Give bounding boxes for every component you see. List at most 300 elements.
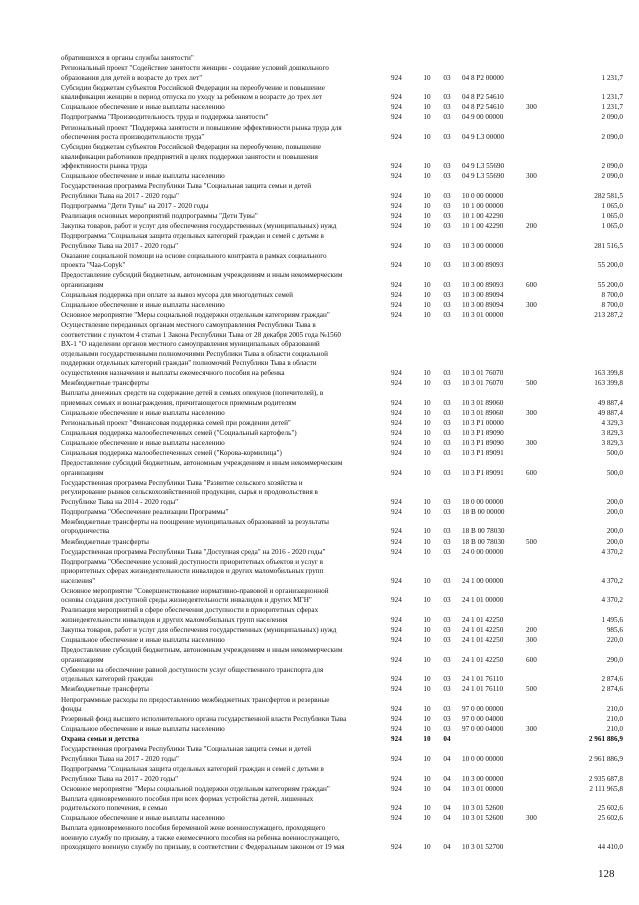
cell-amount: 2 961 886,9 — [588, 735, 623, 744]
cell-section: 10 — [423, 725, 431, 734]
row-name: Социальное обеспечение и иные выплаты населению — [61, 725, 225, 734]
cell-section: 10 — [423, 418, 431, 427]
cell-amount: 8 700,0 — [601, 301, 623, 310]
cell-amount: 25 602,6 — [597, 814, 623, 823]
table-row — [0, 508, 639, 518]
cell-amount: 2 961 886,9 — [588, 754, 623, 763]
cell-administrator: 924 — [391, 537, 402, 546]
table-row — [0, 785, 639, 795]
row-name: Государственная программа Республики Тыва "Доступная среда" на 2016 - 2020 годы" — [61, 547, 326, 556]
cell-section: 10 — [423, 301, 431, 310]
cell-expense-type: 300 — [526, 103, 537, 112]
row-name: Межбюджетные трансферты — [61, 378, 149, 387]
table-row — [0, 113, 639, 123]
cell-section: 10 — [423, 596, 431, 605]
cell-section: 10 — [423, 804, 431, 813]
cell-target-article: 10 3 P1 00000 — [462, 418, 504, 427]
cell-target-article: 10 3 00 89093 — [462, 261, 504, 270]
row-name: Региональный проект "Финансовая поддержка семей при рождении детей" — [61, 418, 291, 427]
row-name: Межбюджетные трансферты на поощрение муниципальных образований за результаты огородничества — [61, 517, 329, 536]
table-row — [0, 64, 639, 83]
table-row — [0, 409, 639, 419]
row-name: Основное мероприятие "Совершенствование нормативно-правовой и организационной основы создания доступной среды жизнедеятельности инвалидов и других МГН" — [61, 586, 329, 605]
cell-target-article: 10 3 00 89094 — [462, 301, 504, 310]
cell-amount: 2 874,6 — [601, 685, 623, 694]
cell-amount: 163 399,8 — [594, 378, 623, 387]
cell-section: 10 — [423, 547, 431, 556]
table-row — [0, 222, 639, 232]
cell-administrator: 924 — [391, 93, 402, 102]
row-name: Охрана семьи и детства — [61, 735, 139, 744]
cell-section: 10 — [423, 715, 431, 724]
cell-target-article: 18 B 00 00000 — [462, 507, 505, 516]
cell-amount: 200,0 — [606, 527, 623, 536]
cell-administrator: 924 — [391, 113, 402, 122]
cell-amount: 220,0 — [606, 636, 623, 645]
cell-section: 10 — [423, 103, 431, 112]
cell-section: 10 — [423, 261, 431, 270]
cell-subsection: 04 — [443, 843, 451, 852]
row-name: Осуществление переданных органам местного самоуправления Республики Тыва в соответствии с пунктом 4 статьи 1 Закона Республики Тыва от 28 декабря 2005 года №1560 ВХ-1 "О наделении органов местного самоуправления муниципальных образований отдельными государственными полномочиями Республики Тыва в области социальной поддержки отдельных категорий граждан" полномочий Республики Тыва в области осуществления назначения и выплаты ежемесячного пособия на ребенка — [61, 321, 341, 377]
cell-administrator: 924 — [391, 626, 402, 634]
cell-section: 10 — [423, 449, 431, 457]
row-name: Реализация мероприятий в сфере обеспечения доступности в приоритетных сферах жизнедеятельности инвалидов и других маломобильных групп населения — [61, 606, 319, 624]
table-row — [0, 696, 639, 715]
cell-target-article: 10 3 00 89093 — [462, 280, 504, 289]
page-number: 128 — [598, 868, 615, 880]
cell-amount: 1 065,0 — [601, 212, 623, 220]
cell-administrator: 924 — [391, 311, 402, 320]
cell-section: 10 — [423, 537, 431, 546]
cell-amount: 49 887,4 — [597, 398, 623, 407]
table-row — [0, 389, 639, 408]
cell-administrator: 924 — [391, 685, 402, 694]
cell-amount: 290,0 — [606, 655, 623, 664]
cell-subsection: 03 — [443, 241, 451, 250]
cell-target-article: 10 3 00 89094 — [462, 291, 504, 299]
cell-administrator: 924 — [391, 596, 402, 605]
cell-section: 10 — [423, 754, 431, 763]
table-row — [0, 548, 639, 558]
cell-administrator: 924 — [391, 468, 402, 477]
table-row — [0, 518, 639, 537]
table-row — [0, 745, 639, 764]
cell-amount: 1 231,7 — [601, 103, 623, 112]
cell-section: 10 — [423, 615, 431, 624]
cell-section: 10 — [423, 73, 431, 82]
row-name: Государственная программа Республики Тыва "Развитие сельского хозяйства и регулирование рынков сельскохозяйственной продукции, сырья и продовольствия в Республике Тыва на 2014 - 2020 годы" — [61, 478, 318, 506]
row-name: Оказание социальной помощи на основе социального контракта в рамках социального проекта "Чаа-Соруk" — [61, 251, 327, 270]
cell-amount: 163 399,8 — [594, 368, 623, 377]
table-row — [0, 795, 639, 814]
row-name: Региональный проект "Содействие занятости женщин - создание условий дошкольного образования для детей в возрасте до трех лет" — [61, 64, 329, 82]
cell-section: 10 — [423, 735, 431, 744]
table-row — [0, 725, 639, 735]
cell-administrator: 924 — [391, 133, 402, 141]
table-row — [0, 212, 639, 222]
cell-amount: 4 370,2 — [601, 576, 623, 585]
cell-target-article: 24 1 01 76110 — [462, 675, 504, 684]
cell-target-article: 10 3 P1 89091 — [462, 468, 504, 477]
cell-subsection: 03 — [443, 725, 451, 734]
row-name: Предоставление субсидий бюджетным, автономным учреждениям и иным некоммерческим организациям — [61, 459, 343, 477]
table-row — [0, 587, 639, 606]
cell-expense-type: 300 — [526, 814, 537, 823]
cell-subsection: 03 — [443, 418, 451, 427]
cell-subsection: 03 — [443, 705, 451, 713]
cell-amount: 1 065,0 — [601, 201, 623, 210]
cell-section: 10 — [423, 497, 431, 506]
table-row — [0, 459, 639, 478]
cell-expense-type: 300 — [526, 636, 537, 645]
cell-subsection: 03 — [443, 596, 451, 605]
cell-subsection: 03 — [443, 172, 451, 181]
cell-administrator: 924 — [391, 497, 402, 506]
cell-administrator: 924 — [391, 735, 402, 744]
table-row — [0, 84, 639, 103]
cell-target-article: 10 0 00 00000 — [462, 191, 504, 200]
cell-administrator: 924 — [391, 162, 402, 171]
row-name: Основное мероприятие "Меры социальной поддержки отдельным категориям граждан" — [61, 784, 330, 793]
cell-amount: 49 887,4 — [597, 408, 623, 417]
cell-section: 10 — [423, 162, 431, 171]
cell-subsection: 03 — [443, 103, 451, 112]
table-row — [0, 232, 639, 251]
cell-section: 10 — [423, 212, 431, 220]
cell-subsection: 03 — [443, 113, 451, 122]
table-row — [0, 685, 639, 695]
cell-expense-type: 600 — [526, 655, 537, 664]
cell-target-article: 24 1 01 00000 — [462, 596, 504, 605]
cell-subsection: 04 — [443, 754, 451, 763]
cell-target-article: 10 3 01 00000 — [462, 784, 504, 793]
cell-subsection: 03 — [443, 636, 451, 645]
cell-amount: 1 231,7 — [601, 73, 623, 82]
row-name: Подпрограмма "Производительность труда и поддержка занятости" — [61, 113, 269, 122]
cell-section: 10 — [423, 368, 431, 377]
row-name: Социальное обеспечение и иные выплаты населению — [61, 172, 225, 181]
cell-administrator: 924 — [391, 754, 402, 763]
cell-target-article: 10 0 00 00000 — [462, 754, 504, 763]
cell-target-article: 24 1 01 76110 — [462, 685, 504, 694]
cell-target-article: 10 3 01 00000 — [462, 311, 504, 320]
cell-administrator: 924 — [391, 418, 402, 427]
cell-target-article: 10 1 00 42290 — [462, 222, 504, 231]
table-row — [0, 538, 639, 548]
cell-administrator: 924 — [391, 843, 402, 852]
cell-administrator: 924 — [391, 527, 402, 536]
cell-expense-type: 300 — [526, 438, 537, 447]
cell-subsection: 03 — [443, 280, 451, 289]
cell-target-article: 10 3 01 52600 — [462, 814, 504, 823]
table-row — [0, 626, 639, 636]
row-name: Социальная поддержка при оплате за вывоз мусора для многодетных семей — [61, 291, 293, 299]
cell-section: 10 — [423, 191, 431, 200]
table-row — [0, 429, 639, 439]
cell-amount: 55 200,0 — [597, 280, 623, 289]
cell-amount: 25 602,6 — [597, 804, 623, 813]
cell-section: 10 — [423, 468, 431, 477]
cell-subsection: 03 — [443, 675, 451, 684]
cell-subsection: 03 — [443, 497, 451, 506]
cell-administrator: 924 — [391, 449, 402, 457]
cell-subsection: 03 — [443, 212, 451, 220]
table-row — [0, 606, 639, 625]
cell-section: 10 — [423, 311, 431, 320]
table-row — [0, 636, 639, 646]
cell-target-article: 10 1 00 42290 — [462, 212, 504, 220]
row-name: Социальное обеспечение и иные выплаты населению — [61, 814, 225, 823]
table-row — [0, 715, 639, 725]
cell-amount: 2 935 687,8 — [588, 774, 623, 783]
cell-amount: 282 581,5 — [594, 191, 623, 200]
row-name: Социальное обеспечение и иные выплаты населению — [61, 408, 225, 417]
cell-amount: 2 090,0 — [601, 162, 623, 171]
cell-target-article: 04 9 L3 55690 — [462, 172, 505, 181]
cell-subsection: 03 — [443, 507, 451, 516]
cell-amount: 985,6 — [606, 626, 623, 634]
cell-administrator: 924 — [391, 774, 402, 783]
cell-administrator: 924 — [391, 615, 402, 624]
cell-target-article: 10 3 00 00000 — [462, 241, 504, 250]
cell-amount: 2 111 965,8 — [589, 784, 623, 793]
cell-amount: 3 829,3 — [601, 438, 623, 447]
cell-amount: 1 231,7 — [601, 93, 623, 102]
cell-subsection: 03 — [443, 615, 451, 624]
cell-section: 10 — [423, 398, 431, 407]
cell-subsection: 03 — [443, 428, 451, 437]
cell-administrator: 924 — [391, 784, 402, 793]
cell-section: 10 — [423, 576, 431, 585]
cell-target-article: 04 8 P2 54610 — [462, 93, 504, 102]
cell-administrator: 924 — [391, 408, 402, 417]
cell-subsection: 03 — [443, 449, 451, 457]
table-row — [0, 54, 639, 64]
cell-subsection: 04 — [443, 784, 451, 793]
cell-amount: 213 287,2 — [594, 311, 623, 320]
cell-target-article: 10 3 00 00000 — [462, 774, 504, 783]
row-name: Подпрограмма "Дети Тувы" на 2017 - 2020 годы — [61, 201, 209, 210]
cell-section: 10 — [423, 241, 431, 250]
cell-expense-type: 300 — [526, 408, 537, 417]
row-name: Субсидии бюджетам субъектов Российской Федерации на переобучение, повышение квалификации работников предприятий в целях поддержки занятости и повышения эффективности рынка труда — [61, 143, 322, 171]
cell-target-article: 10 3 P1 89090 — [462, 438, 504, 447]
row-name: Закупка товаров, работ и услуг для обеспечения государственных (муниципальных) нужд — [61, 222, 337, 231]
cell-section: 10 — [423, 685, 431, 694]
cell-amount: 44 410,0 — [597, 843, 623, 852]
cell-target-article: 10 3 P1 89091 — [462, 449, 504, 457]
row-name: Закупка товаров, работ и услуг для обеспечения государственных (муниципальных) нужд — [61, 626, 337, 634]
row-name: Подпрограмма "Обеспечение условий доступности приоритетных объектов и услуг в приоритетных сферах жизнедеятельности инвалидов и других маломобильных групп населения" — [61, 557, 324, 585]
cell-amount: 8 700,0 — [601, 291, 623, 299]
cell-amount: 2 090,0 — [601, 113, 623, 122]
cell-section: 10 — [423, 133, 431, 141]
cell-amount: 2 874,6 — [601, 675, 623, 684]
cell-target-article: 04 9 L3 00000 — [462, 133, 505, 141]
cell-subsection: 03 — [443, 261, 451, 270]
cell-administrator: 924 — [391, 368, 402, 377]
cell-subsection: 03 — [443, 162, 451, 171]
cell-amount: 2 090,0 — [601, 133, 623, 141]
row-name: Предоставление субсидий бюджетным, автономным учреждениям и иным некоммерческим организациям — [61, 646, 343, 664]
cell-subsection: 03 — [443, 408, 451, 417]
cell-expense-type: 500 — [526, 685, 537, 694]
cell-target-article: 24 1 01 42250 — [462, 615, 504, 624]
row-name: Социальное обеспечение и иные выплаты населению — [61, 103, 225, 112]
cell-expense-type: 500 — [526, 378, 537, 387]
row-name: Подпрограмма "Социальная защита отдельных категорий граждан и семей с детьми в Республике Тыва на 2017 - 2020 годы" — [61, 232, 324, 250]
cell-administrator: 924 — [391, 804, 402, 813]
cell-section: 10 — [423, 438, 431, 447]
cell-administrator: 924 — [391, 103, 402, 112]
cell-subsection: 04 — [443, 774, 451, 783]
table-row — [0, 666, 639, 685]
cell-subsection: 03 — [443, 685, 451, 694]
cell-administrator: 924 — [391, 715, 402, 724]
cell-administrator: 924 — [391, 576, 402, 585]
cell-amount: 2 090,0 — [601, 172, 623, 181]
cell-expense-type: 600 — [526, 280, 537, 289]
cell-section: 10 — [423, 843, 431, 852]
row-name: обратившихся в органы службы занятости" — [61, 54, 194, 62]
cell-amount: 4 329,3 — [601, 418, 623, 427]
cell-amount: 500,0 — [606, 449, 623, 457]
cell-subsection: 03 — [443, 291, 451, 299]
cell-target-article: 97 0 00 04000 — [462, 725, 504, 734]
cell-target-article: 97 0 00 00000 — [462, 705, 504, 713]
table-row — [0, 814, 639, 824]
cell-target-article: 24 1 01 42250 — [462, 655, 504, 664]
cell-section: 10 — [423, 222, 431, 231]
cell-administrator: 924 — [391, 705, 402, 713]
cell-subsection: 03 — [443, 527, 451, 536]
cell-section: 10 — [423, 636, 431, 645]
cell-target-article: 04 8 P2 54610 — [462, 103, 504, 112]
cell-target-article: 10 3 01 52600 — [462, 804, 504, 813]
table-row — [0, 182, 639, 201]
cell-target-article: 04 9 00 00000 — [462, 113, 504, 122]
cell-administrator: 924 — [391, 212, 402, 220]
cell-target-article: 18 0 00 00000 — [462, 497, 504, 506]
cell-subsection: 03 — [443, 222, 451, 231]
cell-section: 10 — [423, 93, 431, 102]
cell-target-article: 24 1 01 42250 — [462, 636, 504, 645]
cell-section: 10 — [423, 774, 431, 783]
cell-target-article: 04 9 L3 55690 — [462, 162, 505, 171]
row-name: Подпрограмма "Социальная защита отдельных категорий граждан и семей с детьми в Республике Тыва на 2017 - 2020 годы" — [61, 765, 324, 783]
cell-subsection: 03 — [443, 468, 451, 477]
cell-expense-type: 200 — [526, 626, 537, 634]
cell-target-article: 24 1 00 00000 — [462, 576, 504, 585]
cell-section: 10 — [423, 675, 431, 684]
row-name: Реализация основных мероприятий подпрограммы "Дети Тувы" — [61, 212, 258, 220]
cell-section: 10 — [423, 172, 431, 181]
cell-section: 10 — [423, 408, 431, 417]
table-row — [0, 479, 639, 508]
cell-amount: 55 200,0 — [597, 261, 623, 270]
row-name: Региональный проект "Поддержка занятости и повышение эффективности рынка труда для обеспечения роста производительности труда" — [61, 123, 342, 141]
cell-amount: 200,0 — [606, 497, 623, 506]
cell-administrator: 924 — [391, 222, 402, 231]
table-row — [0, 558, 639, 587]
cell-administrator: 924 — [391, 73, 402, 82]
cell-administrator: 924 — [391, 291, 402, 299]
cell-expense-type: 200 — [526, 222, 537, 231]
cell-target-article: 10 3 01 89060 — [462, 398, 504, 407]
table-row — [0, 419, 639, 429]
cell-administrator: 924 — [391, 725, 402, 734]
cell-subsection: 03 — [443, 311, 451, 320]
cell-subsection: 03 — [443, 576, 451, 585]
table-row — [0, 321, 639, 378]
cell-administrator: 924 — [391, 655, 402, 664]
row-name: Подпрограмма "Обеспечение реализации Программы" — [61, 507, 229, 516]
cell-section: 10 — [423, 814, 431, 823]
cell-section: 10 — [423, 113, 431, 122]
cell-section: 10 — [423, 291, 431, 299]
cell-administrator: 924 — [391, 172, 402, 181]
cell-administrator: 924 — [391, 378, 402, 387]
cell-amount: 1 495,6 — [601, 615, 623, 624]
cell-subsection: 03 — [443, 191, 451, 200]
cell-section: 10 — [423, 527, 431, 536]
table-row — [0, 439, 639, 449]
cell-amount: 200,0 — [606, 537, 623, 546]
row-name: Государственная программа Республики Тыва "Социальная защита семьи и детей Республики Тыва на 2017 - 2020 годы" — [61, 745, 312, 763]
cell-amount: 210,0 — [606, 715, 623, 724]
cell-subsection: 03 — [443, 73, 451, 82]
table-row — [0, 646, 639, 665]
table-row — [0, 301, 639, 311]
cell-administrator: 924 — [391, 438, 402, 447]
cell-administrator: 924 — [391, 191, 402, 200]
table-row — [0, 311, 639, 321]
row-name: Социальное обеспечение и иные выплаты населению — [61, 636, 225, 645]
cell-section: 10 — [423, 280, 431, 289]
row-name: Социальное обеспечение и иные выплаты населению — [61, 301, 225, 310]
row-name: Выплаты денежных средств на содержание детей в семьях опекунов (попечителей), в приемных семьях и вознаграждения, причитающегося приемным родителям — [61, 389, 324, 407]
cell-subsection: 04 — [443, 735, 451, 744]
cell-administrator: 924 — [391, 814, 402, 823]
cell-administrator: 924 — [391, 636, 402, 645]
cell-target-article: 10 1 00 00000 — [462, 201, 504, 210]
cell-administrator: 924 — [391, 261, 402, 270]
cell-expense-type: 500 — [526, 537, 537, 546]
cell-subsection: 03 — [443, 398, 451, 407]
cell-amount: 4 370,2 — [601, 596, 623, 605]
cell-expense-type: 300 — [526, 725, 537, 734]
row-name: Социальная поддержка малообеспеченных семей ("Социальный картофель") — [61, 428, 297, 437]
cell-amount: 3 829,3 — [601, 428, 623, 437]
cell-section: 10 — [423, 784, 431, 793]
table-row — [0, 271, 639, 290]
table-row — [0, 252, 639, 271]
cell-target-article: 10 3 01 89060 — [462, 408, 504, 417]
row-name: Основное мероприятие "Меры социальной поддержки отдельным категориям граждан" — [61, 311, 330, 320]
cell-target-article: 24 1 01 42250 — [462, 626, 504, 634]
cell-target-article: 10 3 01 76070 — [462, 378, 504, 387]
cell-administrator: 924 — [391, 428, 402, 437]
table-row — [0, 172, 639, 182]
cell-amount: 281 516,5 — [594, 241, 623, 250]
cell-administrator: 924 — [391, 301, 402, 310]
cell-section: 10 — [423, 507, 431, 516]
cell-target-article: 18 B 00 78030 — [462, 527, 505, 536]
cell-amount: 500,0 — [606, 468, 623, 477]
cell-amount: 200,0 — [606, 507, 623, 516]
cell-section: 10 — [423, 705, 431, 713]
cell-subsection: 03 — [443, 93, 451, 102]
